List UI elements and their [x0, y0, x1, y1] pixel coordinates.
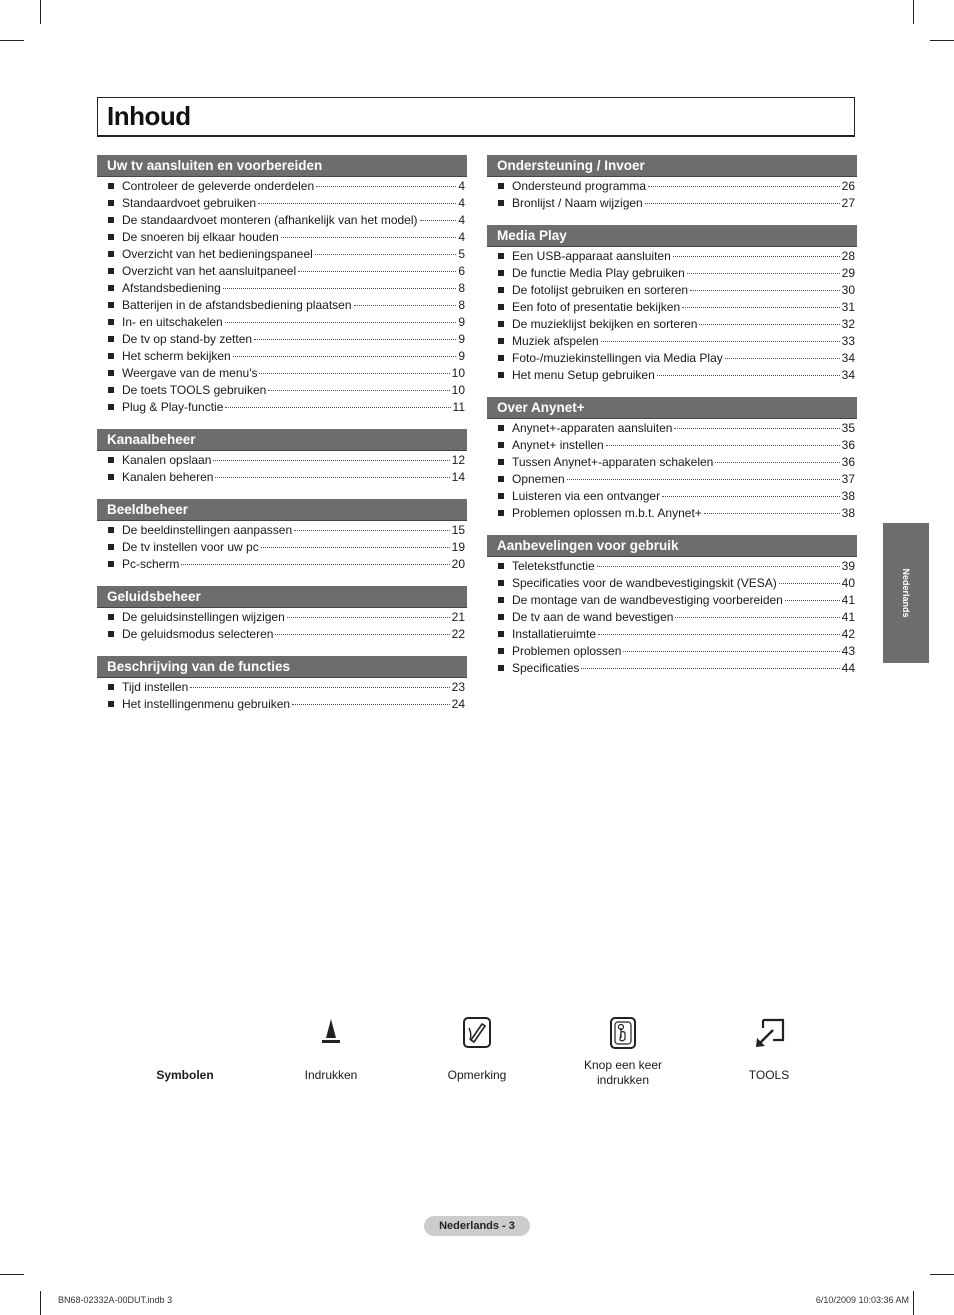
toc-entry[interactable] — [487, 283, 857, 300]
toc-entry-page: 11 — [452, 400, 465, 414]
dot-leader — [699, 324, 839, 325]
square-bullet-icon — [498, 476, 504, 482]
toc-entry-page: 10 — [451, 366, 465, 380]
toc-entry-label: Bronlijst / Naam wijzigen — [512, 196, 643, 210]
toc-entry-page: 12 — [451, 453, 465, 467]
toc-entry[interactable] — [487, 317, 857, 334]
toc-entry[interactable] — [487, 438, 857, 455]
toc-section — [97, 429, 467, 487]
note-icon — [461, 1016, 493, 1050]
dot-leader — [690, 290, 840, 291]
toc-section — [97, 499, 467, 574]
toc-entry[interactable] — [97, 680, 467, 697]
dot-leader — [261, 547, 450, 548]
toc-section — [487, 397, 857, 523]
toc-entry-label: Overzicht van het aansluitpaneel — [122, 264, 297, 278]
square-bullet-icon — [498, 270, 504, 276]
toc-section — [97, 586, 467, 644]
dot-leader — [673, 256, 840, 257]
toc-entry[interactable] — [97, 697, 467, 714]
toc-section — [97, 155, 467, 417]
toc-entry-page: 39 — [841, 559, 855, 573]
toc-entry-label: De geluidsinstellingen wijzigen — [122, 610, 285, 624]
toc-entry-page: 20 — [451, 557, 465, 571]
toc-entry-label: De tv op stand-by zetten — [122, 332, 253, 346]
toc-entry-page: 34 — [841, 351, 855, 365]
symbol-one-touch-label: Knop een keer indrukken — [583, 1058, 663, 1087]
dot-leader — [606, 445, 840, 446]
square-bullet-icon — [108, 631, 114, 637]
toc-entry-page: 4 — [458, 230, 465, 244]
toc-entry-label: De snoeren bij elkaar houden — [122, 230, 279, 244]
symbols-heading: Symbolen — [156, 1068, 214, 1082]
toc-entry[interactable] — [487, 351, 857, 368]
dot-leader — [225, 407, 450, 408]
square-bullet-icon — [498, 355, 504, 361]
dot-leader — [190, 687, 449, 688]
toc-entry[interactable] — [97, 298, 467, 315]
square-bullet-icon — [498, 631, 504, 637]
dot-leader — [567, 479, 840, 480]
dot-leader — [316, 186, 456, 187]
toc-entry-page: 19 — [451, 540, 465, 554]
tools-icon — [751, 1016, 787, 1050]
toc-entry-page: 4 — [458, 179, 465, 193]
dot-leader — [298, 271, 456, 272]
crop-mark — [930, 40, 954, 41]
section-heading: Ondersteuning / Invoer — [487, 155, 857, 177]
dot-leader — [687, 273, 840, 274]
toc-entry-label: Anynet+ instellen — [512, 438, 604, 452]
toc-entry[interactable] — [487, 300, 857, 317]
toc-entry-label: Problemen oplossen m.b.t. Anynet+ — [512, 506, 702, 520]
dot-leader — [254, 339, 456, 340]
dot-leader — [268, 390, 449, 391]
toc-entry-page: 23 — [451, 680, 465, 694]
toc-entry[interactable] — [487, 266, 857, 283]
square-bullet-icon — [108, 336, 114, 342]
print-timestamp: 6/10/2009 10:03:36 AM — [815, 1295, 909, 1305]
dot-leader — [725, 358, 840, 359]
symbol-one-touch — [563, 1016, 683, 1088]
dot-leader — [287, 617, 450, 618]
square-bullet-icon — [108, 234, 114, 240]
dot-leader — [675, 617, 839, 618]
page-title: Inhoud — [107, 101, 191, 131]
page-number-footer: Nederlands - 3 — [424, 1216, 530, 1236]
toc-entry[interactable] — [97, 400, 467, 417]
toc-entry-label: De tv aan de wand bevestigen — [512, 610, 674, 624]
dot-leader — [223, 288, 457, 289]
language-side-tab — [883, 523, 929, 663]
toc-entry-page: 8 — [458, 298, 465, 312]
square-bullet-icon — [498, 287, 504, 293]
left-column — [97, 155, 467, 726]
toc-entry-label: Specificaties — [512, 661, 580, 675]
toc-entry-page: 38 — [841, 489, 855, 503]
toc-entry-label: Een foto of presentatie bekijken — [512, 300, 681, 314]
right-column — [487, 155, 857, 690]
toc-entry-label: Specificaties voor de wandbevestigingskit (VESA) — [512, 576, 777, 590]
toc-entry-page: 10 — [451, 383, 465, 397]
square-bullet-icon — [108, 474, 114, 480]
dot-leader — [275, 634, 449, 635]
dot-leader — [581, 668, 839, 669]
crop-mark — [913, 0, 914, 24]
dot-leader — [715, 462, 839, 463]
press-icon — [316, 1016, 346, 1048]
crop-mark — [0, 1274, 24, 1275]
square-bullet-icon — [108, 370, 114, 376]
toc-entry-page: 30 — [841, 283, 855, 297]
toc-entry-page: 40 — [841, 576, 855, 590]
dot-leader — [420, 220, 457, 221]
square-bullet-icon — [108, 527, 114, 533]
toc-entry-page: 27 — [841, 196, 855, 210]
toc-entry[interactable] — [487, 472, 857, 489]
dot-leader — [213, 460, 449, 461]
toc-entry-label: Pc-scherm — [122, 557, 180, 571]
toc-entry-page: 5 — [458, 247, 465, 261]
crop-mark — [40, 1291, 41, 1315]
toc-entry[interactable] — [97, 627, 467, 644]
square-bullet-icon — [108, 387, 114, 393]
dot-leader — [645, 203, 840, 204]
toc-entry-label: Ondersteund programma — [512, 179, 647, 193]
toc-entry[interactable] — [487, 661, 857, 678]
toc-entry[interactable] — [97, 366, 467, 383]
toc-entry-page: 14 — [451, 470, 465, 484]
square-bullet-icon — [498, 665, 504, 671]
section-heading: Aanbevelingen voor gebruik — [487, 535, 857, 557]
title-box — [97, 97, 855, 137]
dot-leader — [233, 356, 457, 357]
crop-mark — [0, 40, 24, 41]
symbol-press-label: Indrukken — [304, 1068, 358, 1082]
dot-leader — [648, 186, 840, 187]
crop-mark — [913, 1291, 914, 1315]
toc-entry[interactable] — [97, 196, 467, 213]
square-bullet-icon — [108, 285, 114, 291]
toc-entry-label: Tijd instellen — [122, 680, 189, 694]
toc-entry-label: Anynet+-apparaten aansluiten — [512, 421, 673, 435]
toc-entry[interactable] — [97, 264, 467, 281]
square-bullet-icon — [108, 183, 114, 189]
dot-leader — [598, 634, 840, 635]
section-heading: Kanaalbeheer — [97, 429, 467, 451]
toc-entry-label: Teletekstfunctie — [512, 559, 595, 573]
toc-entry[interactable] — [487, 179, 857, 196]
square-bullet-icon — [108, 217, 114, 223]
toc-entry-page: 4 — [458, 213, 465, 227]
section-heading: Media Play — [487, 225, 857, 247]
crop-mark — [40, 0, 41, 24]
dot-leader — [315, 254, 457, 255]
toc-entry[interactable] — [97, 281, 467, 298]
toc-entry-label: Muziek afspelen — [512, 334, 599, 348]
toc-entry[interactable] — [487, 368, 857, 385]
toc-entry-label: Batterijen in de afstandsbediening plaatsen — [122, 298, 352, 312]
toc-entry-label: Het scherm bekijken — [122, 349, 231, 363]
toc-entry-page: 41 — [841, 593, 855, 607]
square-bullet-icon — [498, 493, 504, 499]
square-bullet-icon — [108, 544, 114, 550]
section-heading: Over Anynet+ — [487, 397, 857, 419]
toc-entry-page: 9 — [458, 349, 465, 363]
toc-entry-label: Kanalen beheren — [122, 470, 214, 484]
square-bullet-icon — [498, 200, 504, 206]
dot-leader — [704, 513, 840, 514]
toc-entry-page: 33 — [841, 334, 855, 348]
dot-leader — [181, 564, 449, 565]
toc-entry[interactable] — [487, 334, 857, 351]
toc-entry-page: 36 — [841, 438, 855, 452]
section-heading: Uw tv aansluiten en voorbereiden — [97, 155, 467, 177]
toc-entry[interactable] — [97, 470, 467, 487]
toc-section — [487, 535, 857, 678]
section-heading: Beeldbeheer — [97, 499, 467, 521]
toc-entry-page: 36 — [841, 455, 855, 469]
toc-entry[interactable] — [97, 213, 467, 230]
toc-entry-label: De fotolijst gebruiken en sorteren — [512, 283, 689, 297]
dot-leader — [225, 322, 457, 323]
toc-entry-page: 37 — [841, 472, 855, 486]
section-heading: Geluidsbeheer — [97, 586, 467, 608]
toc-entry[interactable] — [97, 557, 467, 574]
toc-entry-label: De toets TOOLS gebruiken — [122, 383, 267, 397]
dot-leader — [597, 566, 840, 567]
symbols-legend — [0, 1010, 954, 1100]
dot-leader — [623, 651, 839, 652]
toc-entry-page: 41 — [841, 610, 855, 624]
section-heading: Beschrijving van de functies — [97, 656, 467, 678]
toc-entry-label: Opnemen — [512, 472, 565, 486]
toc-entry-label: Tussen Anynet+-apparaten schakelen — [512, 455, 714, 469]
symbol-note-label: Opmerking — [447, 1068, 507, 1082]
toc-entry[interactable] — [487, 644, 857, 661]
toc-entry-label: De montage van de wandbevestiging voorbereiden — [512, 593, 783, 607]
toc-entry[interactable] — [97, 349, 467, 366]
toc-entry-page: 15 — [451, 523, 465, 537]
toc-entry[interactable] — [97, 247, 467, 264]
toc-entry-label: De tv instellen voor uw pc — [122, 540, 259, 554]
dot-leader — [292, 704, 450, 705]
square-bullet-icon — [498, 459, 504, 465]
toc-entry-page: 34 — [841, 368, 855, 382]
toc-entry[interactable] — [487, 559, 857, 576]
square-bullet-icon — [108, 684, 114, 690]
toc-entry[interactable] — [97, 179, 467, 196]
toc-entry-label: Plug & Play-functie — [122, 400, 224, 414]
square-bullet-icon — [498, 183, 504, 189]
toc-entry-label: Overzicht van het bedieningspaneel — [122, 247, 313, 261]
toc-entry-label: In- en uitschakelen — [122, 315, 223, 329]
toc-entry-page: 35 — [841, 421, 855, 435]
toc-entry-label: Standaardvoet gebruiken — [122, 196, 257, 210]
toc-entry-page: 43 — [841, 644, 855, 658]
toc-entry[interactable] — [97, 230, 467, 247]
dot-leader — [674, 428, 839, 429]
dot-leader — [258, 203, 456, 204]
toc-entry-page: 9 — [458, 315, 465, 329]
square-bullet-icon — [498, 563, 504, 569]
dot-leader — [259, 373, 449, 374]
toc-entry[interactable] — [97, 383, 467, 400]
toc-entry-page: 38 — [841, 506, 855, 520]
toc-entry[interactable] — [97, 332, 467, 349]
toc-entry[interactable] — [487, 489, 857, 506]
square-bullet-icon — [498, 321, 504, 327]
toc-entry[interactable] — [487, 627, 857, 644]
dot-leader — [294, 530, 450, 531]
square-bullet-icon — [498, 648, 504, 654]
toc-entry-label: Problemen oplossen — [512, 644, 622, 658]
square-bullet-icon — [498, 425, 504, 431]
square-bullet-icon — [108, 404, 114, 410]
dot-leader — [354, 305, 457, 306]
square-bullet-icon — [108, 561, 114, 567]
toc-entry[interactable] — [487, 249, 857, 266]
crop-mark — [930, 1274, 954, 1275]
toc-entry-page: 28 — [841, 249, 855, 263]
one-touch-button-icon — [607, 1016, 639, 1050]
square-bullet-icon — [498, 580, 504, 586]
toc-entry-page: 9 — [458, 332, 465, 346]
toc-entry[interactable] — [97, 315, 467, 332]
dot-leader — [215, 477, 449, 478]
square-bullet-icon — [498, 338, 504, 344]
square-bullet-icon — [108, 268, 114, 274]
square-bullet-icon — [498, 304, 504, 310]
toc-entry[interactable] — [487, 593, 857, 610]
symbol-press — [271, 1016, 391, 1082]
toc-entry[interactable] — [487, 455, 857, 472]
symbol-tools-label: TOOLS — [748, 1068, 790, 1082]
toc-entry-page: 32 — [841, 317, 855, 331]
symbol-note — [417, 1016, 537, 1082]
square-bullet-icon — [108, 614, 114, 620]
toc-entry-label: De geluidsmodus selecteren — [122, 627, 274, 641]
symbol-tools — [709, 1016, 829, 1082]
square-bullet-icon — [498, 442, 504, 448]
square-bullet-icon — [108, 457, 114, 463]
side-tab-label: Nederlands — [901, 568, 911, 618]
toc-entry-page: 4 — [458, 196, 465, 210]
square-bullet-icon — [498, 372, 504, 378]
square-bullet-icon — [108, 319, 114, 325]
toc-entry-label: Kanalen opslaan — [122, 453, 212, 467]
toc-entry[interactable] — [487, 576, 857, 593]
toc-entry[interactable] — [97, 540, 467, 557]
dot-leader — [657, 375, 840, 376]
toc-entry-page: 8 — [458, 281, 465, 295]
toc-entry[interactable] — [97, 610, 467, 627]
square-bullet-icon — [108, 302, 114, 308]
toc-entry[interactable] — [97, 453, 467, 470]
toc-section — [97, 656, 467, 714]
toc-entry-label: De muzieklijst bekijken en sorteren — [512, 317, 698, 331]
toc-entry-page: 42 — [841, 627, 855, 641]
toc-entry[interactable] — [487, 421, 857, 438]
dot-leader — [785, 600, 840, 601]
toc-entry-page: 29 — [841, 266, 855, 280]
square-bullet-icon — [498, 510, 504, 516]
toc-section — [487, 225, 857, 385]
square-bullet-icon — [498, 597, 504, 603]
toc-entry-page: 24 — [451, 697, 465, 711]
toc-entry-label: De standaardvoet monteren (afhankelijk van het model) — [122, 213, 418, 227]
dot-leader — [662, 496, 840, 497]
toc-entry-page: 31 — [841, 300, 855, 314]
square-bullet-icon — [498, 253, 504, 259]
toc-entry-label: Een USB-apparaat aansluiten — [512, 249, 671, 263]
toc-entry-label: Installatieruimte — [512, 627, 597, 641]
toc-entry-label: Het menu Setup gebruiken — [512, 368, 655, 382]
toc-section — [487, 155, 857, 213]
square-bullet-icon — [108, 701, 114, 707]
toc-entry-label: Het instellingenmenu gebruiken — [122, 697, 291, 711]
dot-leader — [601, 341, 840, 342]
toc-entry-label: De beeldinstellingen aanpassen — [122, 523, 293, 537]
print-file-info: BN68-02332A-00DUT.indb 3 — [58, 1295, 173, 1305]
toc-entry[interactable] — [97, 523, 467, 540]
toc-entry-page: 22 — [451, 627, 465, 641]
toc-entry-page: 21 — [451, 610, 465, 624]
dot-leader — [779, 583, 840, 584]
toc-entry-label: Luisteren via een ontvanger — [512, 489, 661, 503]
toc-entry-page: 44 — [841, 661, 855, 675]
square-bullet-icon — [108, 353, 114, 359]
toc-entry[interactable] — [487, 506, 857, 523]
toc-entry-label: Foto-/muziekinstellingen via Media Play — [512, 351, 723, 365]
toc-entry[interactable] — [487, 196, 857, 213]
toc-entry-label: De functie Media Play gebruiken — [512, 266, 685, 280]
square-bullet-icon — [498, 614, 504, 620]
dot-leader — [281, 237, 457, 238]
toc-entry-page: 6 — [458, 264, 465, 278]
dot-leader — [682, 307, 840, 308]
toc-entry-label: Controleer de geleverde onderdelen — [122, 179, 315, 193]
toc-entry-label: Weergave van de menu's — [122, 366, 258, 380]
toc-entry[interactable] — [487, 610, 857, 627]
toc-entry-page: 26 — [841, 179, 855, 193]
square-bullet-icon — [108, 200, 114, 206]
toc-entry-label: Afstandsbediening — [122, 281, 221, 295]
square-bullet-icon — [108, 251, 114, 257]
